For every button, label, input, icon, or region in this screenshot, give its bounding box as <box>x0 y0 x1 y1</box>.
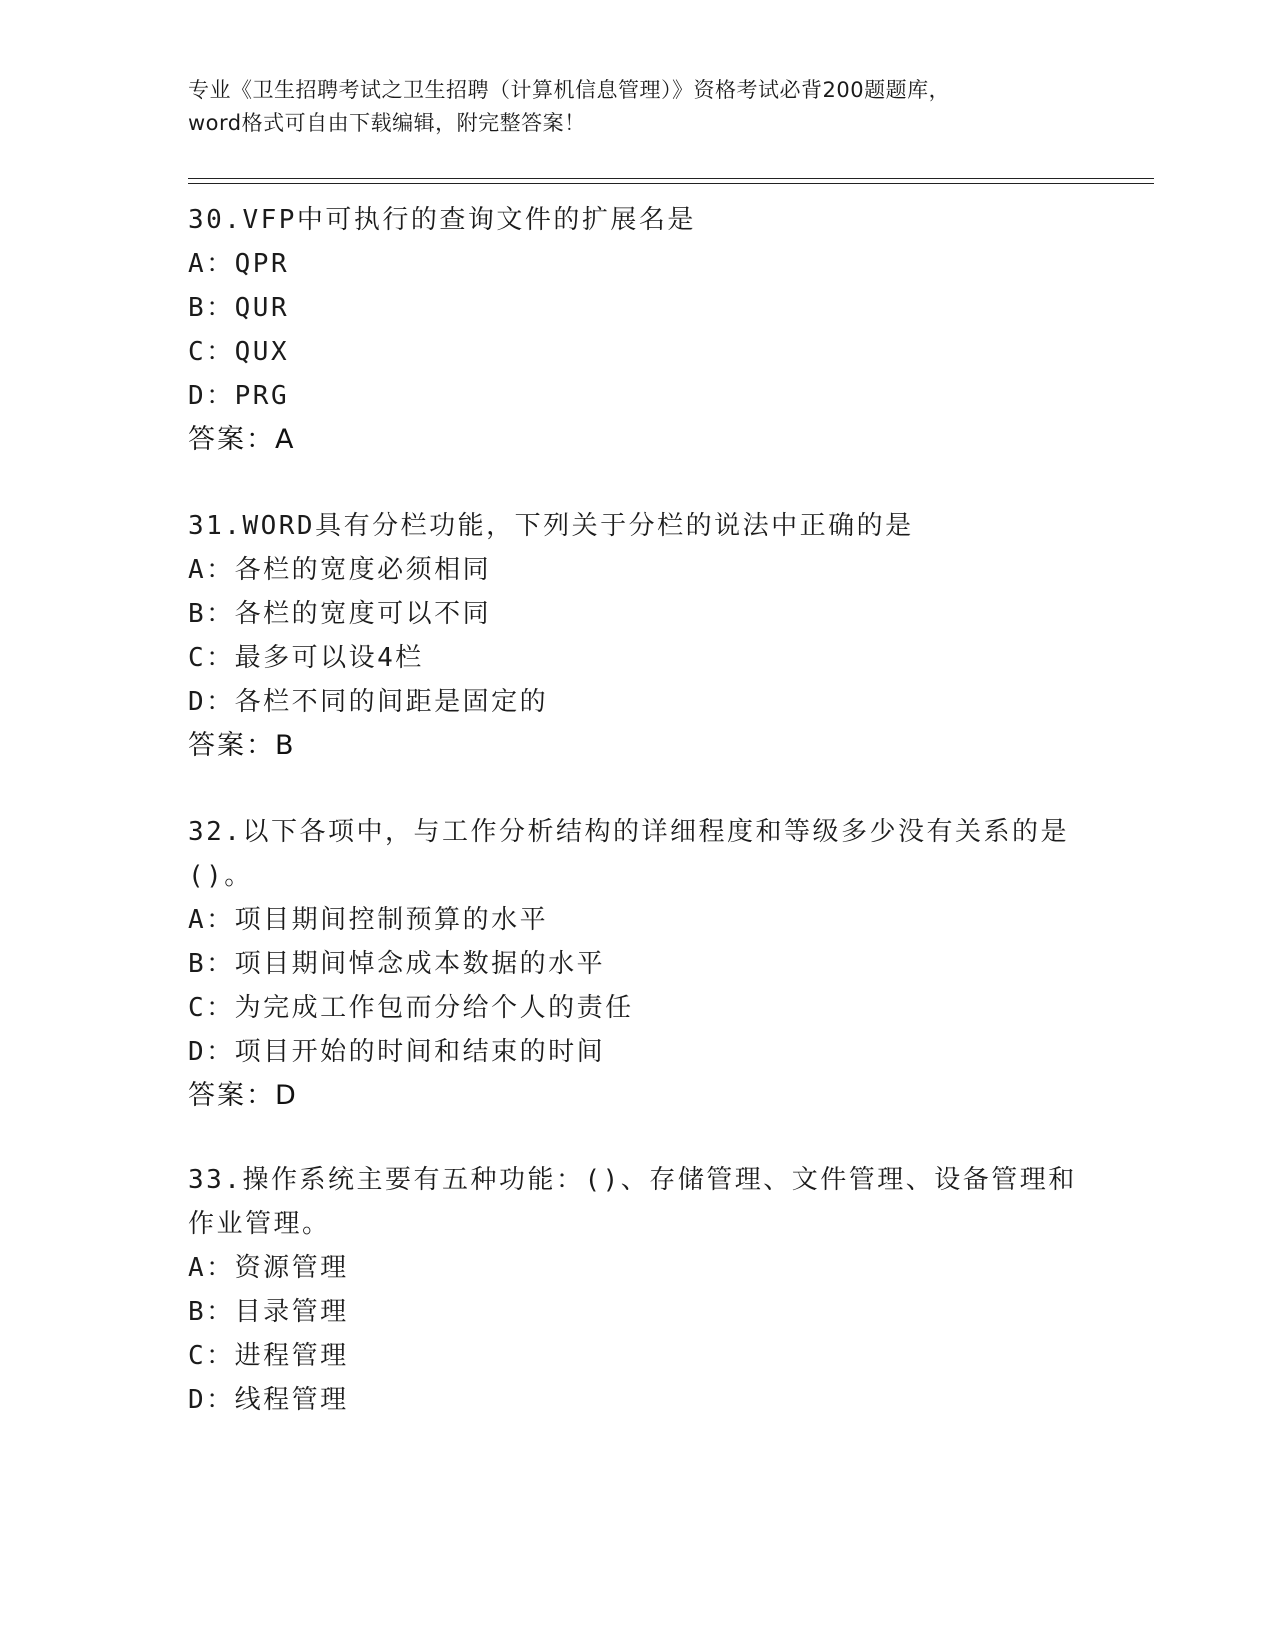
header-line-2: word格式可自由下载编辑，附完整答案！ <box>188 111 586 135</box>
option-c: C：为完成工作包而分给个人的责任 <box>188 993 634 1023</box>
answer-label: 答案：A <box>188 424 296 455</box>
option-c: C：QUX <box>188 337 290 367</box>
question-stem-continued: ()。 <box>188 861 253 891</box>
question-stem-continued: 作业管理。 <box>188 1209 331 1239</box>
option-d: D：线程管理 <box>188 1385 349 1415</box>
option-a: A：各栏的宽度必须相同 <box>188 555 492 585</box>
option-b: B：QUR <box>188 293 290 323</box>
option-b: B：目录管理 <box>188 1297 349 1327</box>
option-c: C：最多可以设4栏 <box>188 643 424 673</box>
option-d: D：各栏不同的间距是固定的 <box>188 687 549 717</box>
header-divider-top <box>188 178 1154 179</box>
option-d: D：PRG <box>188 381 290 411</box>
option-a: A：资源管理 <box>188 1253 349 1283</box>
question-stem: 30.VFP中可执行的查询文件的扩展名是 <box>188 205 696 235</box>
header-line-1: 专业《卫生招聘考试之卫生招聘（计算机信息管理）》资格考试必背200题题库， <box>188 78 951 102</box>
question-stem: 32.以下各项中，与工作分析结构的详细程度和等级多少没有关系的是 <box>188 817 1069 847</box>
option-b: B：项目期间悼念成本数据的水平 <box>188 949 606 979</box>
answer-label: 答案：D <box>188 1080 298 1111</box>
option-c: C：进程管理 <box>188 1341 349 1371</box>
question-stem: 31.WORD具有分栏功能，下列关于分栏的说法中正确的是 <box>188 511 914 541</box>
option-b: B：各栏的宽度可以不同 <box>188 599 492 629</box>
header-divider-bottom <box>188 183 1154 184</box>
option-a: A：QPR <box>188 249 290 279</box>
document-header <box>188 74 1088 140</box>
option-a: A：项目期间控制预算的水平 <box>188 905 549 935</box>
option-d: D：项目开始的时间和结束的时间 <box>188 1037 606 1067</box>
answer-label: 答案：B <box>188 730 296 761</box>
question-stem: 33.操作系统主要有五种功能：()、存储管理、文件管理、设备管理和 <box>188 1165 1077 1195</box>
